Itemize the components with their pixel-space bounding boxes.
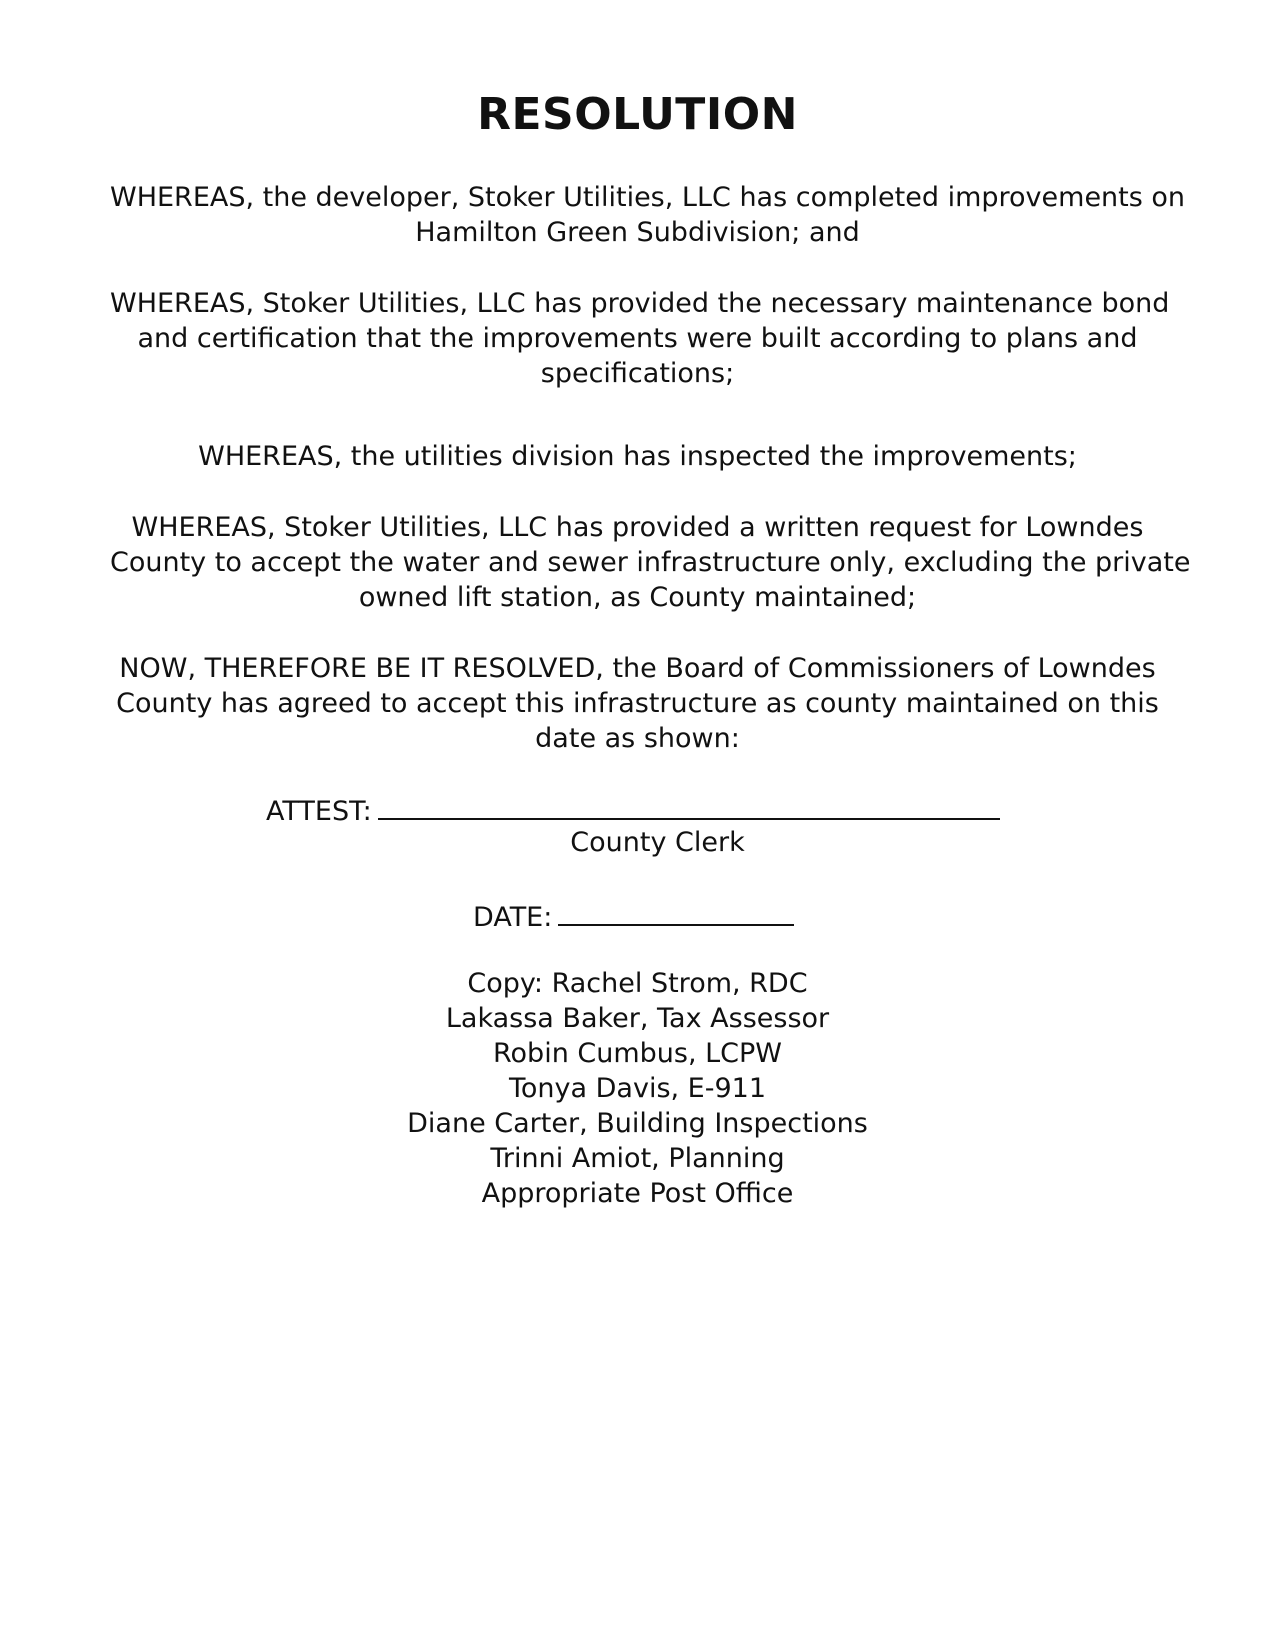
date-blank-line <box>558 896 794 926</box>
whereas-paragraph-3 <box>110 439 1165 474</box>
paragraph-line: County to accept the water and sewer infrastructure only, excluding the private <box>110 547 1191 578</box>
date-row <box>473 896 794 935</box>
copy-recipient: Copy: Rachel Strom, RDC <box>467 968 808 999</box>
paragraph-line: NOW, THEREFORE BE IT RESOLVED, the Board of Commissioners of Lowndes <box>119 653 1156 684</box>
copy-recipient: Lakassa Baker, Tax Assessor <box>445 1003 830 1034</box>
paragraph-line: County has agreed to accept this infrastructure as county maintained on this <box>116 688 1159 719</box>
copy-recipient: Trinni Amiot, Planning <box>490 1143 785 1174</box>
paragraph-line: owned lift station, as County maintained; <box>358 582 917 613</box>
county-clerk-label: County Clerk <box>570 827 745 858</box>
copy-recipient: Tonya Davis, E-911 <box>508 1073 767 1104</box>
paragraph-line: WHEREAS, Stoker Utilities, LLC has provided a written request for Lowndes <box>131 512 1144 543</box>
whereas-paragraph-4 <box>110 510 1191 615</box>
copy-recipient: Robin Cumbus, LCPW <box>492 1038 783 1069</box>
copy-recipient: Diane Carter, Building Inspections <box>407 1108 868 1139</box>
paragraph-line: Hamilton Green Subdivision; and <box>415 217 860 248</box>
attest-label: ATTEST: <box>266 796 372 827</box>
paragraph-line: WHEREAS, Stoker Utilities, LLC has provided the necessary maintenance bond <box>110 288 1170 319</box>
paragraph-line: WHEREAS, the developer, Stoker Utilities, LLC has completed improvements on <box>110 182 1186 213</box>
copy-recipient: Appropriate Post Office <box>481 1178 794 1209</box>
paragraph-line: and certification that the improvements were built according to plans and <box>137 323 1138 354</box>
document-title: RESOLUTION <box>477 89 798 140</box>
paragraph-line: WHEREAS, the utilities division has inspected the improvements; <box>198 441 1077 472</box>
whereas-paragraph-2 <box>110 286 1170 391</box>
copy-distribution-list <box>0 966 1275 1211</box>
date-label: DATE: <box>473 902 553 933</box>
resolved-paragraph <box>110 651 1165 756</box>
whereas-paragraph-1 <box>110 180 1186 250</box>
paragraph-line: date as shown: <box>535 723 740 754</box>
attest-signature-row <box>266 790 1000 829</box>
attest-signature-line <box>378 790 1000 820</box>
paragraph-line: specifications; <box>540 358 735 389</box>
